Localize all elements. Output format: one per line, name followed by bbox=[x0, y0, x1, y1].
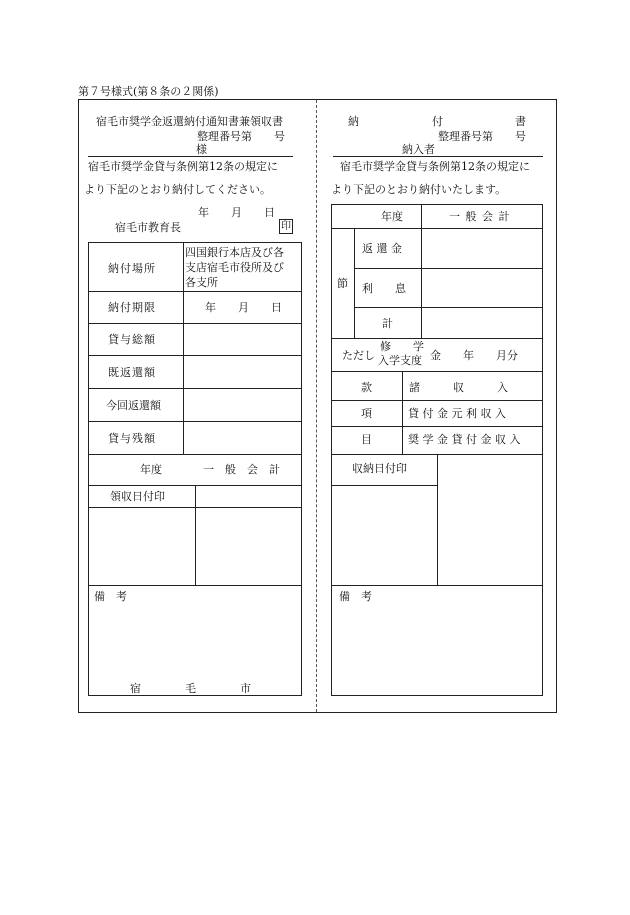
sum-label: 計 bbox=[382, 317, 393, 330]
right-intro-2: より下記のとおり納付いたします。 bbox=[331, 183, 507, 196]
payment-place-value-3: 各支所 bbox=[185, 276, 218, 289]
receipt-stamp-label: 領収日付印 bbox=[110, 490, 165, 503]
repayment-label: 返 還 金 bbox=[362, 242, 402, 255]
tadashi-label: ただし bbox=[342, 349, 375, 362]
section-label: 節 bbox=[337, 277, 348, 290]
left-title: 宿毛市奨学金返還納付通知書兼領収書 bbox=[96, 115, 283, 128]
current-repayment-label: 今回返還額 bbox=[106, 399, 161, 412]
due-date-value: 年 月 日 bbox=[205, 301, 282, 314]
right-fiscal-label: 年度 bbox=[381, 210, 403, 223]
left-remarks-label: 備 考 bbox=[94, 590, 127, 603]
payer-label: 納入者 bbox=[402, 143, 435, 156]
kou-label: 項 bbox=[361, 407, 372, 420]
total-loan-label: 貸与総額 bbox=[108, 333, 156, 346]
due-date-label: 納付期限 bbox=[108, 301, 156, 314]
tear-line bbox=[316, 100, 317, 712]
left-intro-2: より下記のとおり納付してください。 bbox=[84, 183, 271, 196]
kan-value: 諸 収 入 bbox=[409, 381, 508, 394]
payment-place-value-2: 支店宿毛市役所及び bbox=[185, 261, 284, 274]
city-name: 宿 毛 市 bbox=[130, 682, 251, 695]
seal-mark: 印 bbox=[281, 221, 291, 232]
interest-label: 利 息 bbox=[362, 282, 406, 295]
form-number: 第７号様式(第８条の２関係) bbox=[78, 85, 219, 98]
left-addressee-sama: 様 bbox=[196, 143, 207, 156]
left-issuer: 宿毛市教育長 bbox=[115, 221, 181, 234]
moku-label: 目 bbox=[361, 433, 372, 446]
loan-balance-label: 貸与残額 bbox=[108, 432, 156, 445]
payer-line bbox=[333, 156, 543, 157]
entrance-label: 入学支度 bbox=[378, 354, 422, 367]
right-ref-number: 整理番号第 号 bbox=[438, 130, 526, 143]
collection-stamp-label: 収納日付印 bbox=[352, 462, 407, 475]
right-intro-1: 宿毛市奨学金貸与条例第12条の規定に bbox=[340, 160, 530, 173]
moku-value: 奨 学 金 貸 付 金 収 入 bbox=[408, 433, 521, 446]
left-fiscal-value: 一 般 会 計 bbox=[203, 463, 280, 476]
left-intro-1: 宿毛市奨学金貸与条例第12条の規定に bbox=[88, 160, 278, 173]
right-table bbox=[331, 204, 543, 696]
kan-label: 款 bbox=[361, 381, 372, 394]
kou-value: 貸 付 金 元 利 収 入 bbox=[408, 407, 506, 420]
right-title-3: 書 bbox=[515, 115, 526, 128]
repaid-amount-label: 既返還額 bbox=[108, 366, 156, 379]
study-label: 修 学 bbox=[380, 340, 424, 353]
payment-place-value-1: 四国銀行本店及び各 bbox=[185, 246, 284, 259]
right-remarks-label: 備 考 bbox=[339, 590, 372, 603]
left-ref-number: 整理番号第 号 bbox=[197, 130, 285, 143]
left-addressee-line bbox=[88, 156, 293, 157]
left-fiscal-label: 年度 bbox=[140, 463, 162, 476]
left-date: 年 月 日 bbox=[198, 206, 275, 219]
amount-month-label: 金 年 月分 bbox=[430, 349, 518, 362]
payment-place-label: 納付場所 bbox=[108, 262, 156, 275]
right-title-2: 付 bbox=[432, 115, 443, 128]
right-fiscal-value: 一 般 会 計 bbox=[449, 210, 511, 223]
right-title-1: 納 bbox=[348, 115, 359, 128]
